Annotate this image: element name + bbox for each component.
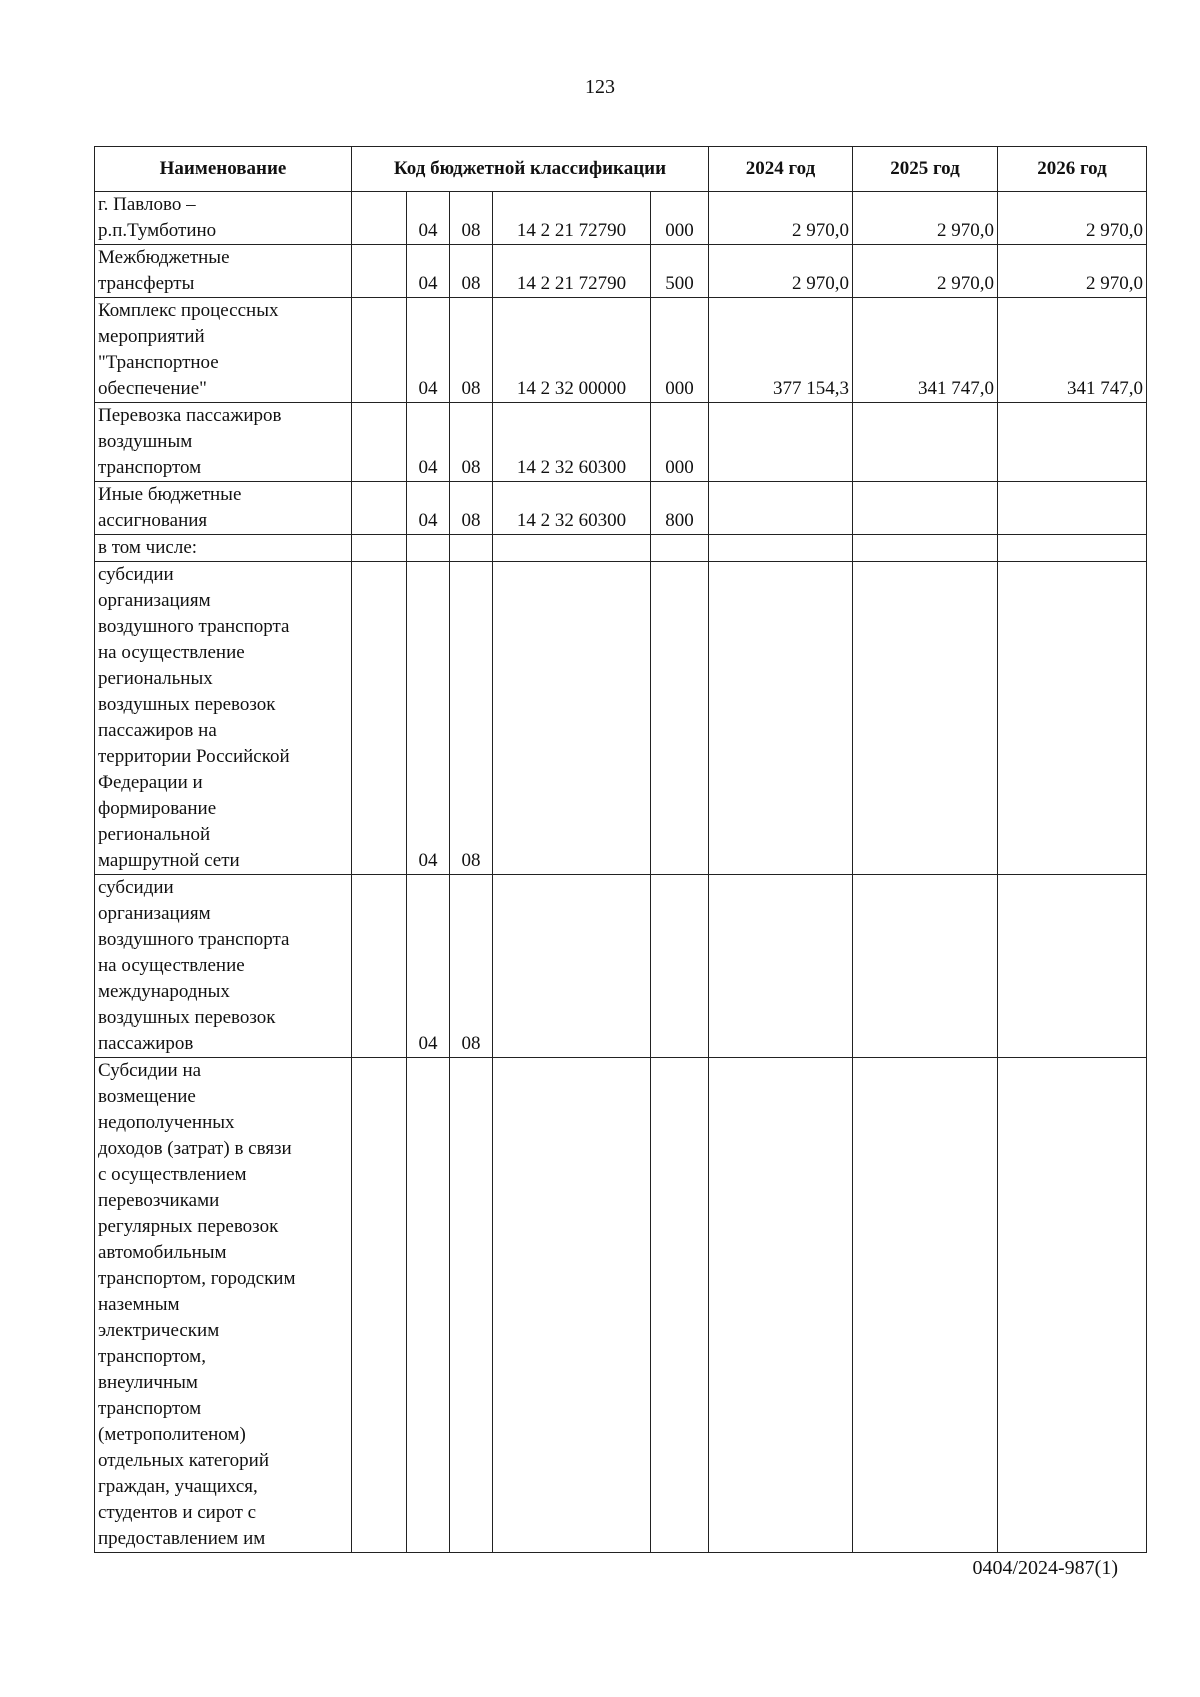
cell-2024	[709, 482, 853, 535]
cell-code-section: 04	[407, 298, 450, 403]
table-row	[95, 535, 1147, 562]
cell-code-expense-type: 800	[651, 482, 709, 535]
header-code: Код бюджетной классификации	[352, 147, 709, 192]
table-header-row	[95, 147, 1147, 192]
cell-2025	[853, 482, 998, 535]
table-row	[95, 298, 1147, 403]
cell-name: в том числе:	[95, 535, 352, 562]
cell-code-target: 14 2 32 60300	[493, 482, 651, 535]
cell-code-1	[352, 535, 407, 562]
cell-2025	[853, 403, 998, 482]
cell-name: Субсидии на возмещение недополученных доходов (затрат) в связи с осуществлением перевозчиками регулярных перевозок автомобильным транспортом, городским наземным электрическим транспортом, внеуличным транспортом (метрополитеном) отдельных категорий граждан, учащихся, студентов и сирот с предоставлением им	[95, 1058, 352, 1553]
cell-code-target	[493, 562, 651, 875]
cell-code-section	[407, 1058, 450, 1553]
cell-code-section: 04	[407, 192, 450, 245]
cell-2026: 2 970,0	[998, 192, 1147, 245]
cell-code-section: 04	[407, 875, 450, 1058]
cell-2026	[998, 482, 1147, 535]
cell-code-target	[493, 1058, 651, 1553]
cell-code-target	[493, 875, 651, 1058]
cell-code-target: 14 2 21 72790	[493, 192, 651, 245]
cell-2025: 2 970,0	[853, 245, 998, 298]
table-row	[95, 482, 1147, 535]
cell-2026	[998, 875, 1147, 1058]
cell-name: Комплекс процессных мероприятий "Транспортное обеспечение"	[95, 298, 352, 403]
cell-2026	[998, 403, 1147, 482]
cell-code-section: 04	[407, 482, 450, 535]
cell-code-subsection	[450, 1058, 493, 1553]
header-name: Наименование	[95, 147, 352, 192]
cell-code-1	[352, 298, 407, 403]
cell-2025: 341 747,0	[853, 298, 998, 403]
cell-code-subsection: 08	[450, 562, 493, 875]
cell-code-target: 14 2 32 00000	[493, 298, 651, 403]
cell-code-expense-type	[651, 875, 709, 1058]
table-row	[95, 403, 1147, 482]
cell-code-subsection	[450, 535, 493, 562]
table-row	[95, 1058, 1147, 1553]
cell-code-section: 04	[407, 403, 450, 482]
header-2026: 2026 год	[998, 147, 1147, 192]
cell-code-section: 04	[407, 562, 450, 875]
cell-2026	[998, 562, 1147, 875]
cell-code-1	[352, 192, 407, 245]
cell-2025: 2 970,0	[853, 192, 998, 245]
cell-2024: 377 154,3	[709, 298, 853, 403]
cell-code-expense-type: 000	[651, 192, 709, 245]
cell-code-target	[493, 535, 651, 562]
cell-code-expense-type: 000	[651, 298, 709, 403]
cell-code-1	[352, 482, 407, 535]
cell-code-section	[407, 535, 450, 562]
cell-name: Перевозка пассажиров воздушным транспортом	[95, 403, 352, 482]
table-body	[95, 192, 1147, 1553]
cell-code-expense-type: 500	[651, 245, 709, 298]
cell-2026	[998, 535, 1147, 562]
cell-code-1	[352, 1058, 407, 1553]
table-row	[95, 875, 1147, 1058]
cell-code-subsection: 08	[450, 192, 493, 245]
cell-code-expense-type	[651, 535, 709, 562]
cell-code-1	[352, 875, 407, 1058]
cell-2024	[709, 535, 853, 562]
cell-2026	[998, 1058, 1147, 1553]
cell-2026: 341 747,0	[998, 298, 1147, 403]
cell-name: субсидии организациям воздушного транспорта на осуществление региональных воздушных перевозок пассажиров на территории Российской Федерации и формирование региональной маршрутной сети	[95, 562, 352, 875]
cell-2025	[853, 875, 998, 1058]
cell-code-subsection: 08	[450, 298, 493, 403]
cell-name: Иные бюджетные ассигнования	[95, 482, 352, 535]
cell-2024: 2 970,0	[709, 245, 853, 298]
cell-code-expense-type: 000	[651, 403, 709, 482]
cell-code-section: 04	[407, 245, 450, 298]
cell-2025	[853, 562, 998, 875]
cell-2026: 2 970,0	[998, 245, 1147, 298]
cell-code-target: 14 2 32 60300	[493, 403, 651, 482]
cell-2024: 2 970,0	[709, 192, 853, 245]
cell-code-subsection: 08	[450, 482, 493, 535]
cell-2025	[853, 535, 998, 562]
cell-name: субсидии организациям воздушного транспорта на осуществление международных воздушных перевозок пассажиров	[95, 875, 352, 1058]
cell-name: г. Павлово – р.п.Тумботино	[95, 192, 352, 245]
cell-name: Межбюджетные трансферты	[95, 245, 352, 298]
cell-2024	[709, 1058, 853, 1553]
cell-code-target: 14 2 21 72790	[493, 245, 651, 298]
table-row	[95, 562, 1147, 875]
cell-2024	[709, 875, 853, 1058]
cell-2024	[709, 562, 853, 875]
budget-table	[94, 146, 1147, 1553]
document-number: 0404/2024-987(1)	[972, 1557, 1118, 1579]
table-row	[95, 192, 1147, 245]
table-row	[95, 245, 1147, 298]
cell-2025	[853, 1058, 998, 1553]
cell-code-subsection: 08	[450, 403, 493, 482]
cell-code-expense-type	[651, 562, 709, 875]
cell-code-subsection: 08	[450, 245, 493, 298]
cell-code-subsection: 08	[450, 875, 493, 1058]
cell-code-1	[352, 562, 407, 875]
page-number: 123	[585, 76, 615, 98]
header-2025: 2025 год	[853, 147, 998, 192]
cell-code-1	[352, 403, 407, 482]
cell-2024	[709, 403, 853, 482]
cell-code-expense-type	[651, 1058, 709, 1553]
cell-code-1	[352, 245, 407, 298]
header-2024: 2024 год	[709, 147, 853, 192]
